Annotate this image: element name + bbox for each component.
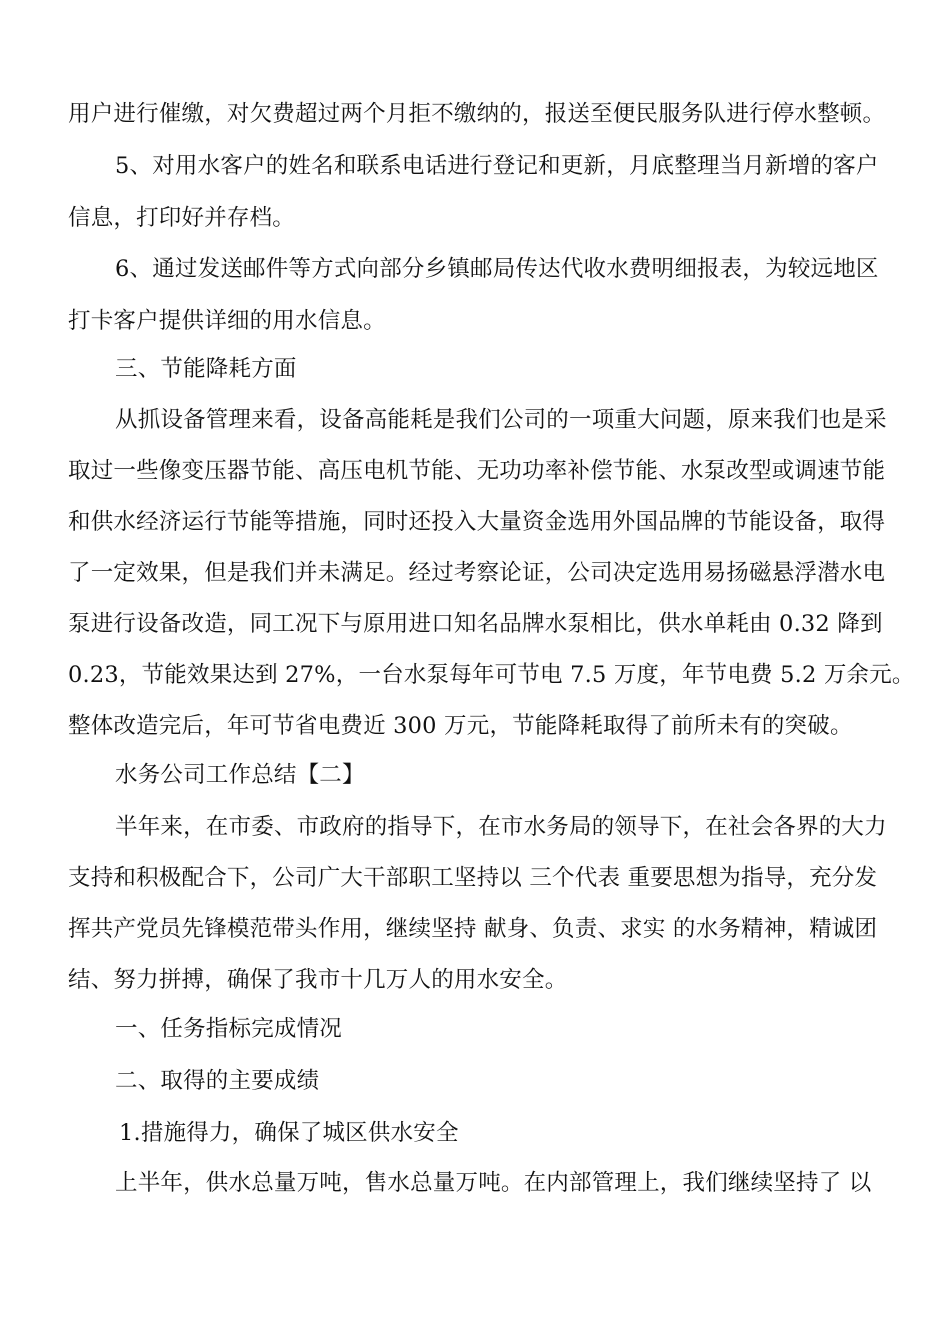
text-line: 和供水经济运行节能等措施，同时还投入大量资金选用外国品牌的节能设备，取得	[68, 509, 886, 535]
text-line: 6、通过发送邮件等方式向部分乡镇邮局传达代收水费明细报表，为较远地区	[115, 256, 879, 282]
text-line: 5、对用水客户的姓名和联系电话进行登记和更新，月底整理当月新增的客户	[115, 153, 879, 179]
text-line: 挥共产党员先锋模范带头作用，继续坚持 献身、负责、求实 的水务精神，精诚团	[68, 916, 878, 942]
text-line: 0.23，节能效果达到 27%，一台水泵每年可节电 7.5 万度，年节电费 5.2 万余元。	[68, 662, 915, 688]
text-line: 打卡客户提供详细的用水信息。	[68, 308, 386, 334]
text-line: 泵进行设备改造，同工况下与原用进口知名品牌水泵相比，供水单耗由 0.32 降到	[68, 611, 883, 637]
text-line: 用户进行催缴，对欠费超过两个月拒不缴纳的，报送至便民服务队进行停水整顿。	[68, 101, 886, 127]
text-line: 结、努力拼搏，确保了我市十几万人的用水安全。	[68, 967, 568, 993]
text-line: 取过一些像变压器节能、高压电机节能、无功功率补偿节能、水泵改型或调速节能	[68, 458, 886, 484]
subsection-heading: 1.措施得力，确保了城区供水安全	[119, 1120, 459, 1146]
text-line: 整体改造完后，年可节省电费近 300 万元，节能降耗取得了前所未有的突破。	[68, 713, 853, 739]
text-line: 支持和积极配合下，公司广大干部职工坚持以 三个代表 重要思想为指导，充分发	[68, 865, 878, 891]
text-line: 半年来，在市委、市政府的指导下，在市水务局的领导下，在社会各界的大力	[115, 814, 887, 840]
section-heading: 一、任务指标完成情况	[115, 1016, 343, 1042]
text-line: 了一定效果，但是我们并未满足。经过考察论证，公司决定选用易扬磁悬浮潜水电	[68, 560, 886, 586]
text-line: 从抓设备管理来看，设备高能耗是我们公司的一项重大问题，原来我们也是采	[115, 407, 887, 433]
text-line: 上半年，供水总量万吨，售水总量万吨。在内部管理上，我们继续坚持了 以	[115, 1170, 872, 1196]
section-heading: 二、取得的主要成绩	[115, 1068, 320, 1094]
section-heading: 三、节能降耗方面	[115, 356, 297, 382]
document-subtitle: 水务公司工作总结【二】	[115, 762, 365, 788]
text-line: 信息，打印好并存档。	[68, 205, 296, 231]
